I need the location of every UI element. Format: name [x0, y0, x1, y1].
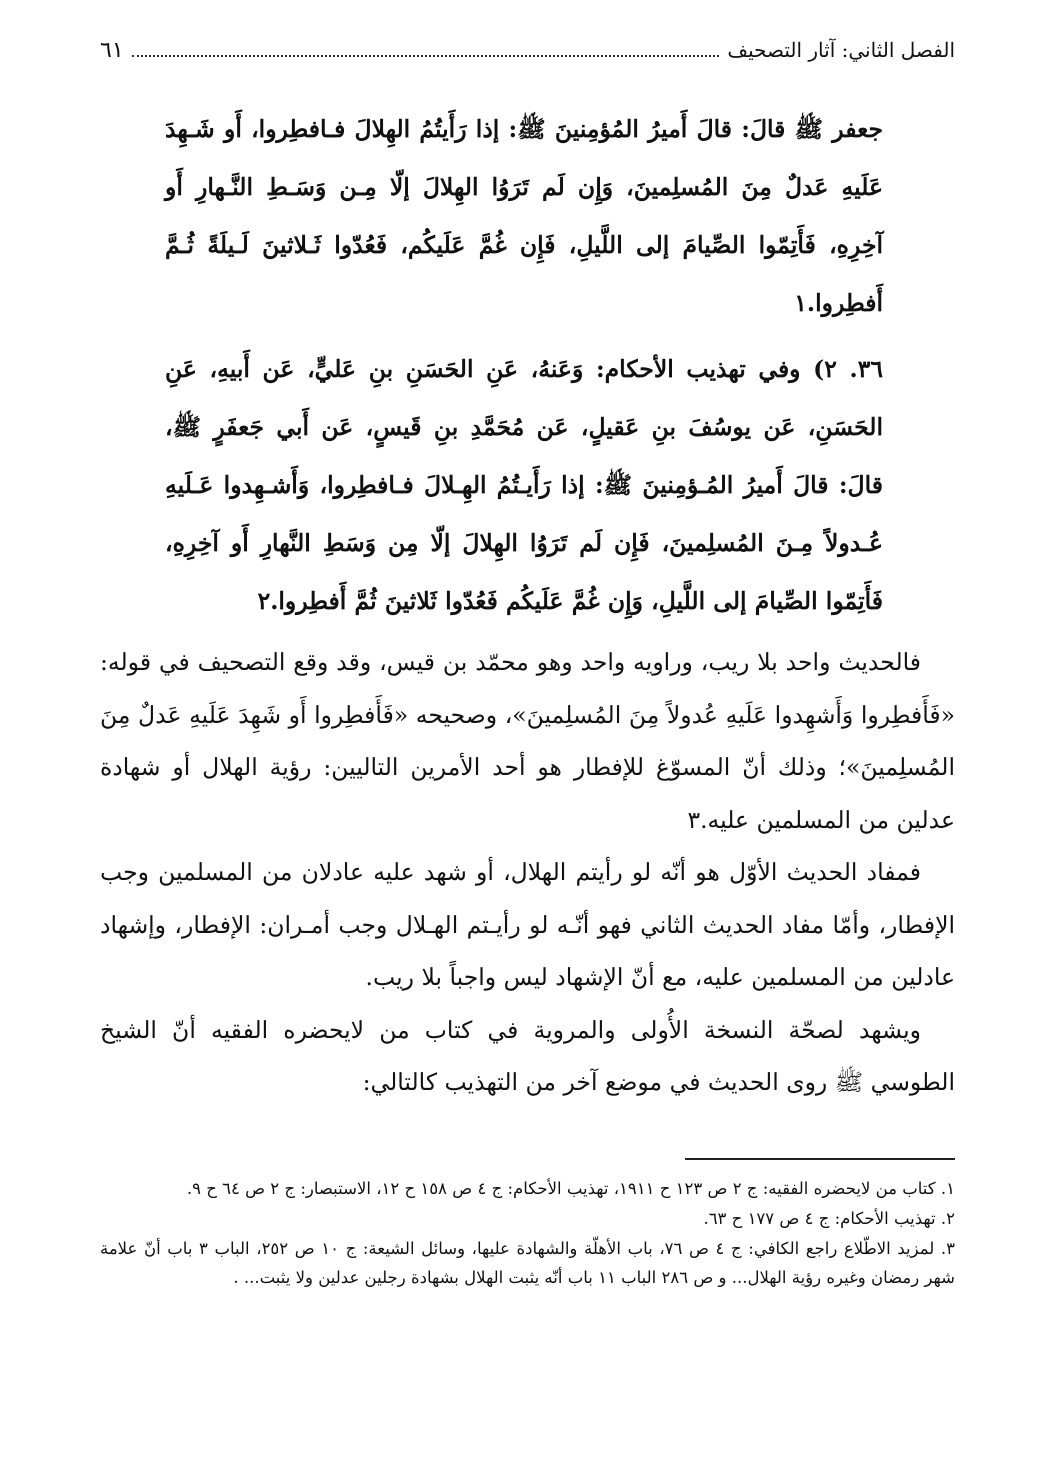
footnote-1: ١. كتاب من لايحضره الفقيه: ج ٢ ص ١٢٣ ح ١٩١١، تهذيب الأحكام: ج ٤ ص ١٥٨ ح ١٢، الاستبصار: ج ٢ ص ٦٤ ح ٩.	[186, 1179, 955, 1198]
body-text	[100, 636, 955, 1109]
footnote-3: ٣. لمزيد الاطّلاع راجع الكافي: ج ٤ ص ٧٦، باب الأهلّة والشهادة عليها، وسائل الشيعة: ج ١٠ ص ٢٥٢، الباب ٣ باب أنّ علامة شهر رمضان وغيره رؤية الهلال... و ص ٢٨٦ الباب ١١ باب أنّه يثبت الهلال بشهادة رجلين عدلين ولا يثبت... .	[100, 1239, 955, 1287]
body-paragraph-2: فمفاد الحديث الأوّل هو أنّه لو رأيتم الهلال، أو شهد عليه عادلان من المسلمين وجب الإفطار، وأمّا مفاد الحديث الثاني فهو أنّـه لو رأيـتم الهـلال وجب أمـران: الإفطار، وإشهاد عادلين من المسلمين عليه، مع أنّ الإشهاد ليس واجباً بلا ريب.	[100, 858, 955, 991]
body-paragraph-3: ويشهد لصحّة النسخة الأُولى والمروية في كتاب من لايحضره الفقيه أنّ الشيخ الطوسي ﷺ روى الحديث في موضع آخر من التهذيب كالتالي:	[100, 1015, 955, 1096]
hadith-quote-1: جعفر ﷺ قالَ: قالَ أَميرُ المُؤمِنينَ ﷺ: إذا رَأَيتُمُ الهِلالَ فـافطِروا، أَو شَـهِدَ عَلَيهِ عَدلٌ مِنَ المُسلِمينَ، وَإِن لَم تَرَوُا الهِلالَ إلّا مِـن وَسَـطِ النَّـهارِ أَو آخِرِهِ، فَأَتِمّوا الصِّيامَ إلى اللَّيلِ، فَإِن غُمَّ عَلَيكُم، فَعُدّوا ثَـلاثينَ لَـيلَةً ثُـمَّ أَفطِروا.١	[165, 115, 883, 317]
hadith-quote-2: ٣٦. ٢) وفي تهذيب الأحكام: وَعَنهُ، عَنِ الحَسَنِ بنِ عَليٍّ، عَن أَبيهِ، عَنِ الحَسَنِ، عَن يوسُفَ بنِ عَقيلٍ، عَن مُحَمَّدِ بنِ قَيسٍ، عَن أَبي جَعفَرٍ ﷺ، قالَ: قالَ أَميرُ المُـؤمِنينَ ﷺ: إذا رَأَيـتُمُ الهِـلالَ فـافطِروا، وَأَشـهِدوا عَـلَيهِ عُـدولاً مِـنَ المُسلِمينَ، فَإِن لَم تَرَوُا الهِلالَ إلّا مِن وَسَطِ النَّهارِ أَو آخِرِهِ، فَأَتِمّوا الصِّيامَ إلى اللَّيلِ، وَإِن غُمَّ عَلَيكُم فَعُدّوا ثَلاثينَ ثُمَّ أَفطِروا.٢	[165, 355, 883, 615]
footnote-separator	[685, 1158, 955, 1160]
running-header	[100, 38, 955, 72]
footnotes	[100, 1174, 955, 1293]
body-paragraph-1: فالحديث واحد بلا ريب، وراويه واحد وهو محمّد بن قيس، وقد وقع التصحيف في قوله: «فَأَفطِروا وَأَشهِدوا عَلَيهِ عُدولاً مِنَ المُسلِمينَ»، وصحيحه «فَأَفطِروا أَو شَهِدَ عَلَيهِ عَدلٌ مِنَ المُسلِمينَ»؛ وذلك أنّ المسوّغ للإفطار هو أحد الأمرين التاليين: رؤية الهلال أو شهادة عدلين من المسلمين عليه.٣	[100, 648, 955, 834]
page-number: ٦١	[100, 38, 124, 63]
chapter-title: الفصل الثاني: آثار التصحيف	[727, 38, 955, 62]
dotted-leader	[132, 55, 720, 57]
footnote-2: ٢. تهذيب الأحكام: ج ٤ ص ١٧٧ ح ٦٣.	[703, 1209, 955, 1228]
